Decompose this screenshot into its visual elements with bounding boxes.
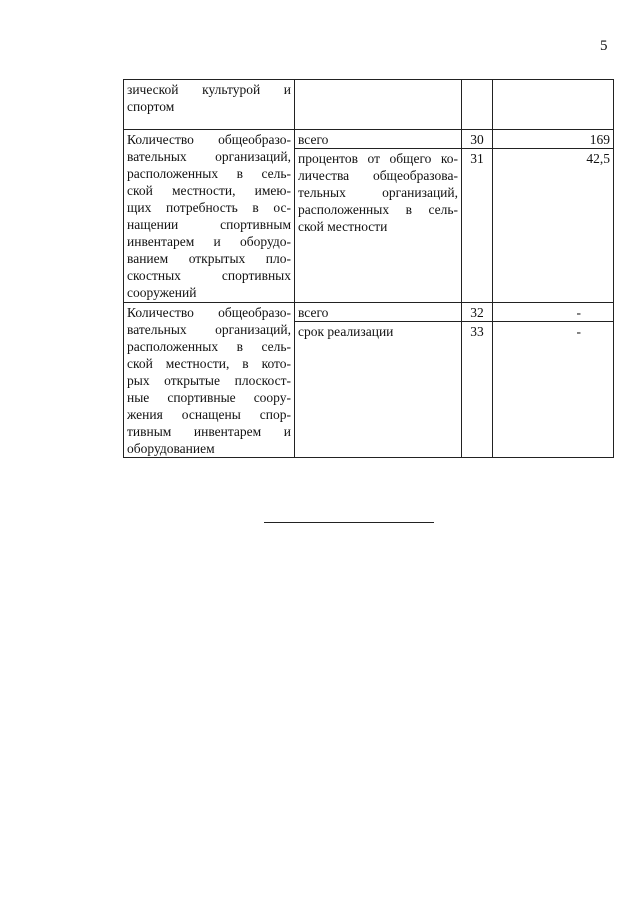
name-line: щих потребность в ос- <box>127 200 291 215</box>
unit-line: ской местности <box>298 219 388 234</box>
unit-line: всего <box>298 132 329 147</box>
code-cell <box>462 80 493 130</box>
name-line: ные спортивные соору- <box>127 390 291 405</box>
name-line: вательных организаций, <box>127 322 291 337</box>
value-cell: 169 <box>493 130 614 149</box>
name-line: скостных спортивных <box>127 268 291 283</box>
unit-line: срок реализации <box>298 324 394 339</box>
value-cell: 42,5 <box>493 149 614 303</box>
name-line: Количество общеобразо- <box>127 305 291 320</box>
unit-line: всего <box>298 305 329 320</box>
name-line: инвентарем и оборудо- <box>127 234 291 249</box>
code-cell: 33 <box>462 322 493 458</box>
page-number: 5 <box>600 38 608 54</box>
name-line: ванием открытых пло- <box>127 251 291 266</box>
indicator-name-cell <box>124 80 295 130</box>
name-line: жения оснащены спор- <box>127 407 291 422</box>
table-row <box>124 130 614 149</box>
name-line: зической культурой и <box>127 82 291 97</box>
indicator-name-cell <box>124 130 295 303</box>
value-cell: - <box>493 303 614 322</box>
name-line: вательных организаций, <box>127 149 291 164</box>
indicator-name-cell <box>124 303 295 458</box>
name-line: тивным инвентарем и <box>127 424 291 439</box>
name-line: ской местности, в кото- <box>127 356 291 371</box>
unit-cell <box>295 149 462 303</box>
unit-line: личества общеобразова- <box>298 168 458 183</box>
unit-cell <box>295 322 462 458</box>
name-line: спортом <box>127 99 175 114</box>
value-cell <box>493 80 614 130</box>
value-cell: - <box>493 322 614 458</box>
unit-cell <box>295 80 462 130</box>
name-line: ской местности, имею- <box>127 183 291 198</box>
unit-line: расположенных в сель- <box>298 202 458 217</box>
name-line: расположенных в сель- <box>127 339 291 354</box>
unit-cell <box>295 130 462 149</box>
name-line: нащении спортивным <box>127 217 291 232</box>
unit-line: тельных организаций, <box>298 185 458 200</box>
name-line: сооружений <box>127 285 197 300</box>
indicator-table <box>123 79 614 458</box>
name-line: расположенных в сель- <box>127 166 291 181</box>
code-cell: 30 <box>462 130 493 149</box>
table-row <box>124 80 614 130</box>
name-line: рых открытые плоскост- <box>127 373 291 388</box>
code-cell: 31 <box>462 149 493 303</box>
code-cell: 32 <box>462 303 493 322</box>
name-line: оборудованием <box>127 441 215 456</box>
table-row <box>124 303 614 322</box>
end-separator-line <box>264 522 434 523</box>
name-line: Количество общеобразо- <box>127 132 291 147</box>
unit-cell <box>295 303 462 322</box>
unit-line: процентов от общего ко- <box>298 151 458 166</box>
